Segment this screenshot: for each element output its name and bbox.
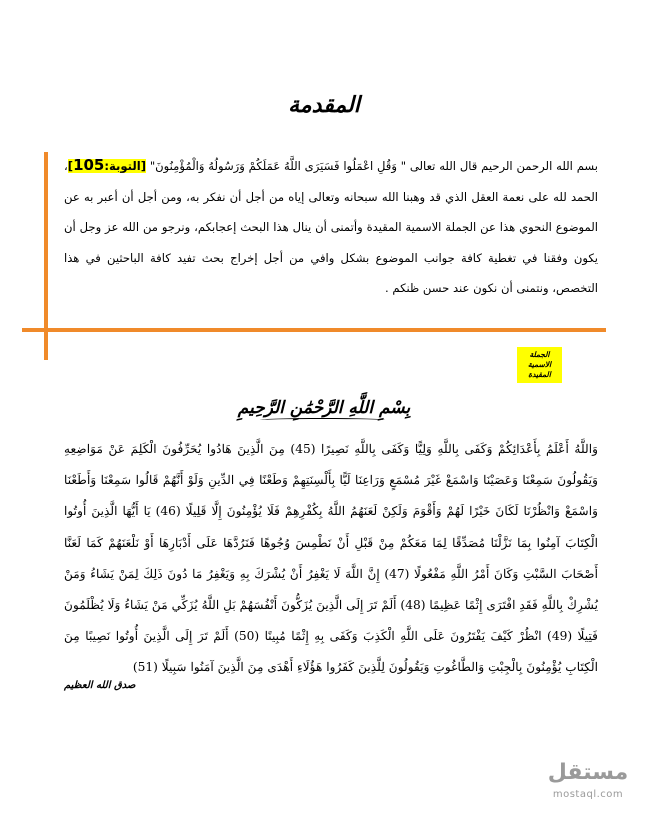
quran-citation bbox=[67, 156, 147, 174]
basmala-underline bbox=[260, 418, 385, 422]
quran-verses bbox=[64, 434, 598, 684]
page-heading: المقدمة bbox=[288, 92, 360, 118]
watermark-url: mostaql.com bbox=[552, 789, 624, 800]
citation-number: 105 bbox=[73, 156, 105, 174]
verse-line: فَتِيلًا (49) انْظُرْ كَيْفَ يَفْتَرُونَ عَلَى اللَّهِ الْكَذِبَ وَكَفَى بِهِ إِثْمًا مُبِينًا (50) أَلَمْ تَرَ إِلَى الَّذِينَ أُوتُوا نَصِيبًا مِنَ bbox=[64, 629, 598, 644]
verse-line: الْكِتَابِ يُؤْمِنُونَ بِالْجِبْتِ وَالطَّاغُوتِ وَيَقُولُونَ لِلَّذِينَ كَفَرُوا هَؤُلَاءِ أَهْدَى مِنَ الَّذِينَ آمَنُوا سَبِيلًا (51) bbox=[132, 660, 598, 675]
intro-paragraph bbox=[64, 150, 598, 304]
verse-line: وَاسْمَعْ وَانْظُرْنَا لَكَانَ خَيْرًا لَهُمْ وَأَقْوَمَ وَلَكِنْ لَعَنَهُمُ اللَّهُ بِكُفْرِهِمْ فَلَا يُؤْمِنُونَ إِلَّا قَلِيلًا (46) يَا أَيُّهَا الَّذِينَ أُوتُوا bbox=[64, 504, 598, 519]
verse-line: الْكِتَابَ آمِنُوا بِمَا نَزَّلْنَا مُصَدِّقًا لِمَا مَعَكُمْ مِنْ قَبْلِ أَنْ نَطْمِسَ وُجُوهًا فَنَرُدَّهَا عَلَى أَدْبَارِهَا أَوْ نَلْعَنَهُمْ كَمَا لَعَنَّا bbox=[64, 535, 598, 550]
verse-line: أَصْحَابَ السَّبْتِ وَكَانَ أَمْرُ اللَّهِ مَفْعُولًا (47) إِنَّ اللَّهَ لَا يَغْفِرُ أَنْ يُشْرَكَ بِهِ وَيَغْفِرُ مَا دُونَ ذَلِكَ لِمَنْ يَشَاءُ وَمَنْ bbox=[64, 566, 598, 581]
basmala-calligraphy: بِسْمِ اللَّهِ الرَّحْمَٰنِ الرَّحِيمِ bbox=[237, 398, 411, 418]
closing-phrase: صدق الله العظيم bbox=[64, 680, 136, 691]
verse-line: وَاللَّهُ أَعْلَمُ بِأَعْدَائِكُمْ وَكَفَى بِاللَّهِ وَلِيًّا وَكَفَى بِاللَّهِ نَصِيرًا (45) مِنَ الَّذِينَ هَادُوا يُحَرِّفُونَ الْكَلِمَ عَنْ مَوَاضِعِهِ bbox=[64, 442, 598, 456]
mostaql-watermark bbox=[538, 758, 638, 818]
intro-text-before: بسم الله الرحمن الرحيم قال الله تعالى " وَقُلِ اعْمَلُوا فَسَيَرَى اللَّهُ عَمَلَكُمْ وَرَسُولُهُ وَالْمُؤْمِنُونَ" bbox=[146, 159, 598, 173]
watermark-logo: مستقل bbox=[547, 760, 629, 785]
citation-label: [التوبة: bbox=[104, 159, 147, 173]
section-tag: الجملة الاسمية المقيدة bbox=[517, 347, 562, 383]
verse-line: يُشْرِكْ بِاللَّهِ فَقَدِ افْتَرَى إِثْمًا عَظِيمًا (48) أَلَمْ تَرَ إِلَى الَّذِينَ يُزَكُّونَ أَنْفُسَهُمْ بَلِ اللَّهُ يُزَكِّي مَنْ يَشَاءُ وَلَا يُظْلَمُونَ bbox=[64, 598, 598, 613]
verse-line: وَيَقُولُونَ سَمِعْنَا وَعَصَيْنَا وَاسْمَعْ غَيْرَ مُسْمَعٍ وَرَاعِنَا لَيًّا بِأَلْسِنَتِهِمْ وَطَعْنًا فِي الدِّينِ وَلَوْ أَنَّهُمْ قَالُوا سَمِعْنَا وَأَطَعْنَا bbox=[64, 473, 598, 488]
intro-text-after: ، الحمد لله على نعمة العقل الذي قد وهبنا الله سبحانه وتعالى إياه من أجل أن نفكر به، ومن أجل أن أعبر به عن الموضوع النحوي هذا عن الجملة الاسمية المقيدة وأتمنى أن ينال هذا البحث إعجابكم، ونرجو من الله عز وجل أن يكون وفقنا في تغطية كافة جوانب الموضوع بشكل وافي من أجل إخراج بحث تفيد كافة الباحثين في هذا التخصص، ونتمنى أن نكون عند حسن ظنكم . bbox=[64, 159, 598, 295]
accent-horizontal-line bbox=[22, 328, 606, 332]
citation-close: ] bbox=[67, 159, 74, 173]
